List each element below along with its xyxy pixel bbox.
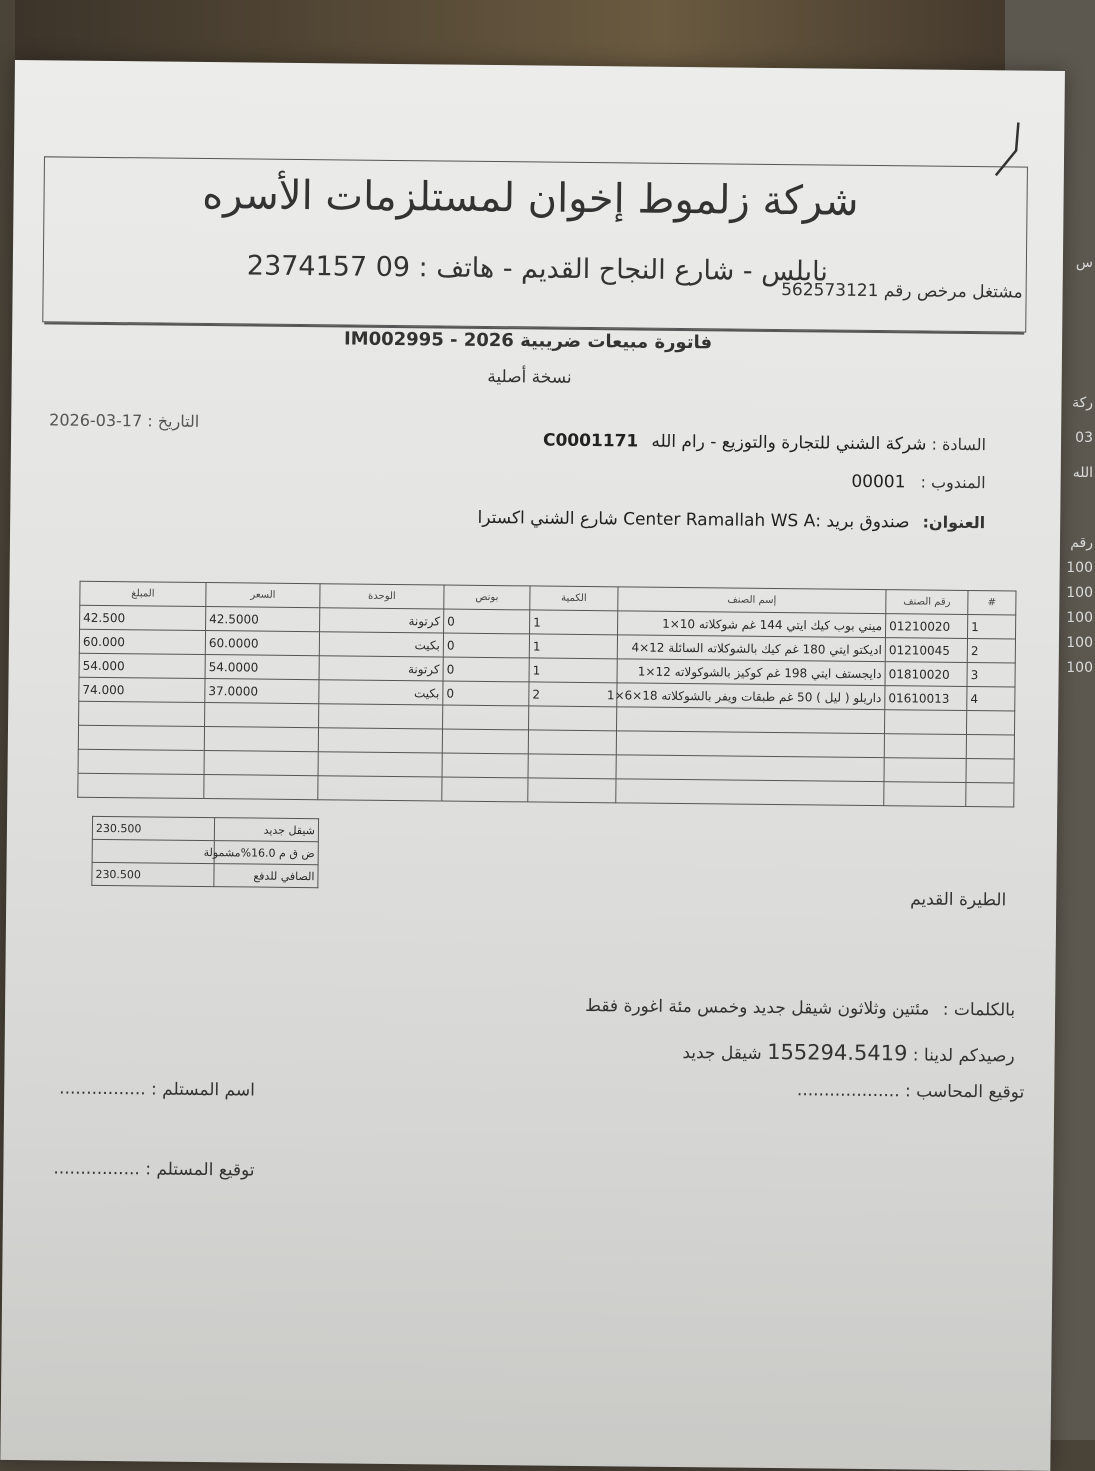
row-bonus: 0 xyxy=(443,681,529,706)
rep-label: المندوب : xyxy=(920,472,986,493)
invoice-paper xyxy=(0,60,1065,1471)
accountant-signature: توقيع المحاسب : ................... xyxy=(796,1080,1025,1103)
pen-mark-icon xyxy=(990,120,1025,200)
total-value: 230.500 xyxy=(92,816,214,840)
row-amount: 54.000 xyxy=(79,653,205,678)
receiver-signature: توقيع المستلم : ................ xyxy=(53,1158,255,1181)
row-bonus: 0 xyxy=(444,609,530,634)
edge-text: 03 xyxy=(1075,430,1093,446)
row-amount: 42.500 xyxy=(80,605,206,630)
invoice-date xyxy=(49,410,199,431)
edge-text: 100 xyxy=(1066,560,1093,576)
company-name: شركة زلموط إخوان لمستلزمات الأسره xyxy=(202,171,859,225)
edge-text: رقم xyxy=(1070,535,1093,551)
rep-value: 00001 xyxy=(851,471,906,493)
row-amount: 60.000 xyxy=(79,629,205,654)
header-qty: الكمية xyxy=(530,586,618,611)
customer-line xyxy=(543,431,986,456)
row-qty: 1 xyxy=(529,658,617,683)
balance-label: رصيدكم لدينا : xyxy=(912,1045,1015,1067)
row-unit: بكيت xyxy=(319,632,443,657)
row-price: 42.5000 xyxy=(206,607,320,632)
receiver-name: اسم المستلم : ................ xyxy=(59,1078,255,1101)
row-code: 01210045 xyxy=(885,638,967,663)
address-value: صندوق بريد :Center Ramallah WS A شارع الشني اكسترا xyxy=(477,507,910,533)
row-price: 54.0000 xyxy=(205,655,319,680)
copy-type: نسخة أصلية xyxy=(487,366,572,388)
balance-line xyxy=(682,1039,1014,1066)
row-qty: 1 xyxy=(529,634,617,659)
row-code: 01210020 xyxy=(885,614,967,639)
license-number: مشتغل مرخص رقم 562573121 xyxy=(781,280,1023,303)
customer-code: C0001171 xyxy=(542,430,639,452)
edge-text: الله xyxy=(1072,465,1093,481)
row-unit: كرتونة xyxy=(319,656,443,681)
invoice-title: فاتورة مبيعات ضريبية 2026 - IM002995 xyxy=(343,328,713,354)
row-unit: بكيت xyxy=(319,680,443,705)
row-num: 1 xyxy=(967,615,1015,640)
address-line xyxy=(477,508,985,533)
header-price: السعر xyxy=(206,583,320,608)
row-name: داريلو ( ليل ) 50 غم طبقات ويفر بالشوكلاته 18×6×1 xyxy=(617,683,885,710)
total-row xyxy=(92,816,318,841)
words-text: مئتين وثلاثون شيقل جديد وخمس مئة اغورة فقط xyxy=(585,996,930,1020)
row-code: 01810020 xyxy=(885,662,967,687)
rep-line xyxy=(851,472,985,493)
date-value: 2026-03-17 xyxy=(49,410,143,431)
row-num: 4 xyxy=(967,687,1015,712)
row-name: ميني بوب كيك ايتي 144 غم شوكلاته 10×1 xyxy=(618,611,886,638)
amount-words xyxy=(585,996,1015,1021)
tax-row xyxy=(92,839,318,864)
words-label: بالكلمات : xyxy=(942,999,1016,1021)
company-address: نابلس - شارع النجاح القديم - هاتف : 09 2374157 xyxy=(246,250,828,288)
row-qty: 1 xyxy=(530,610,618,635)
customer-name: شركة الشني للتجارة والتوزيع - رام الله xyxy=(651,431,927,455)
location-text: الطيرة القديم xyxy=(910,889,1007,911)
row-name: دايجستف ايتي 198 غم كوكيز بالشوكولاته 12×1 xyxy=(617,659,885,686)
row-bonus: 0 xyxy=(443,657,529,682)
edge-text: 100 xyxy=(1066,585,1093,601)
customer-label: السادة : xyxy=(931,434,987,455)
edge-text: س xyxy=(1075,255,1093,271)
balance-currency: شيقل جديد xyxy=(682,1043,762,1064)
header-bonus: بونص xyxy=(444,585,530,610)
edge-text: 100 xyxy=(1066,635,1093,651)
date-label: التاريخ : xyxy=(147,411,200,431)
balance-value: 155294.5419 xyxy=(767,1039,908,1066)
items-table xyxy=(77,581,1016,808)
edge-text: 100 xyxy=(1066,610,1093,626)
row-num: 2 xyxy=(967,639,1015,664)
edge-text: 100 xyxy=(1066,660,1093,676)
net-row xyxy=(92,862,318,887)
totals-table xyxy=(91,816,319,888)
address-label: العنوان: xyxy=(922,512,986,533)
row-unit: كرتونة xyxy=(320,608,444,633)
row-bonus: 0 xyxy=(443,633,529,658)
header-code: رقم الصنف xyxy=(886,590,968,615)
total-label: شيقل جديد xyxy=(214,818,318,842)
tax-value xyxy=(92,839,214,863)
net-value: 230.500 xyxy=(92,862,214,886)
row-amount: 74.000 xyxy=(79,677,205,702)
row-price: 60.0000 xyxy=(205,631,319,656)
header-amount: المبلغ xyxy=(80,581,206,606)
header-name: إسم الصنف xyxy=(618,587,886,614)
header-unit: الوحدة xyxy=(320,584,444,609)
tax-label: ض ق م 16.0%مشمولة xyxy=(214,841,318,865)
row-code: 01610013 xyxy=(885,686,967,711)
row-num: 3 xyxy=(967,663,1015,688)
row-qty: 2 xyxy=(529,682,617,707)
net-label: الصافي للدفع xyxy=(214,864,318,888)
edge-text: ركة xyxy=(1072,395,1093,411)
header-num: # xyxy=(968,591,1016,616)
row-price: 37.0000 xyxy=(205,679,319,704)
row-name: اديكتو ايتي 180 غم كيك بالشوكلاته السائلة 12×4 xyxy=(617,635,885,662)
